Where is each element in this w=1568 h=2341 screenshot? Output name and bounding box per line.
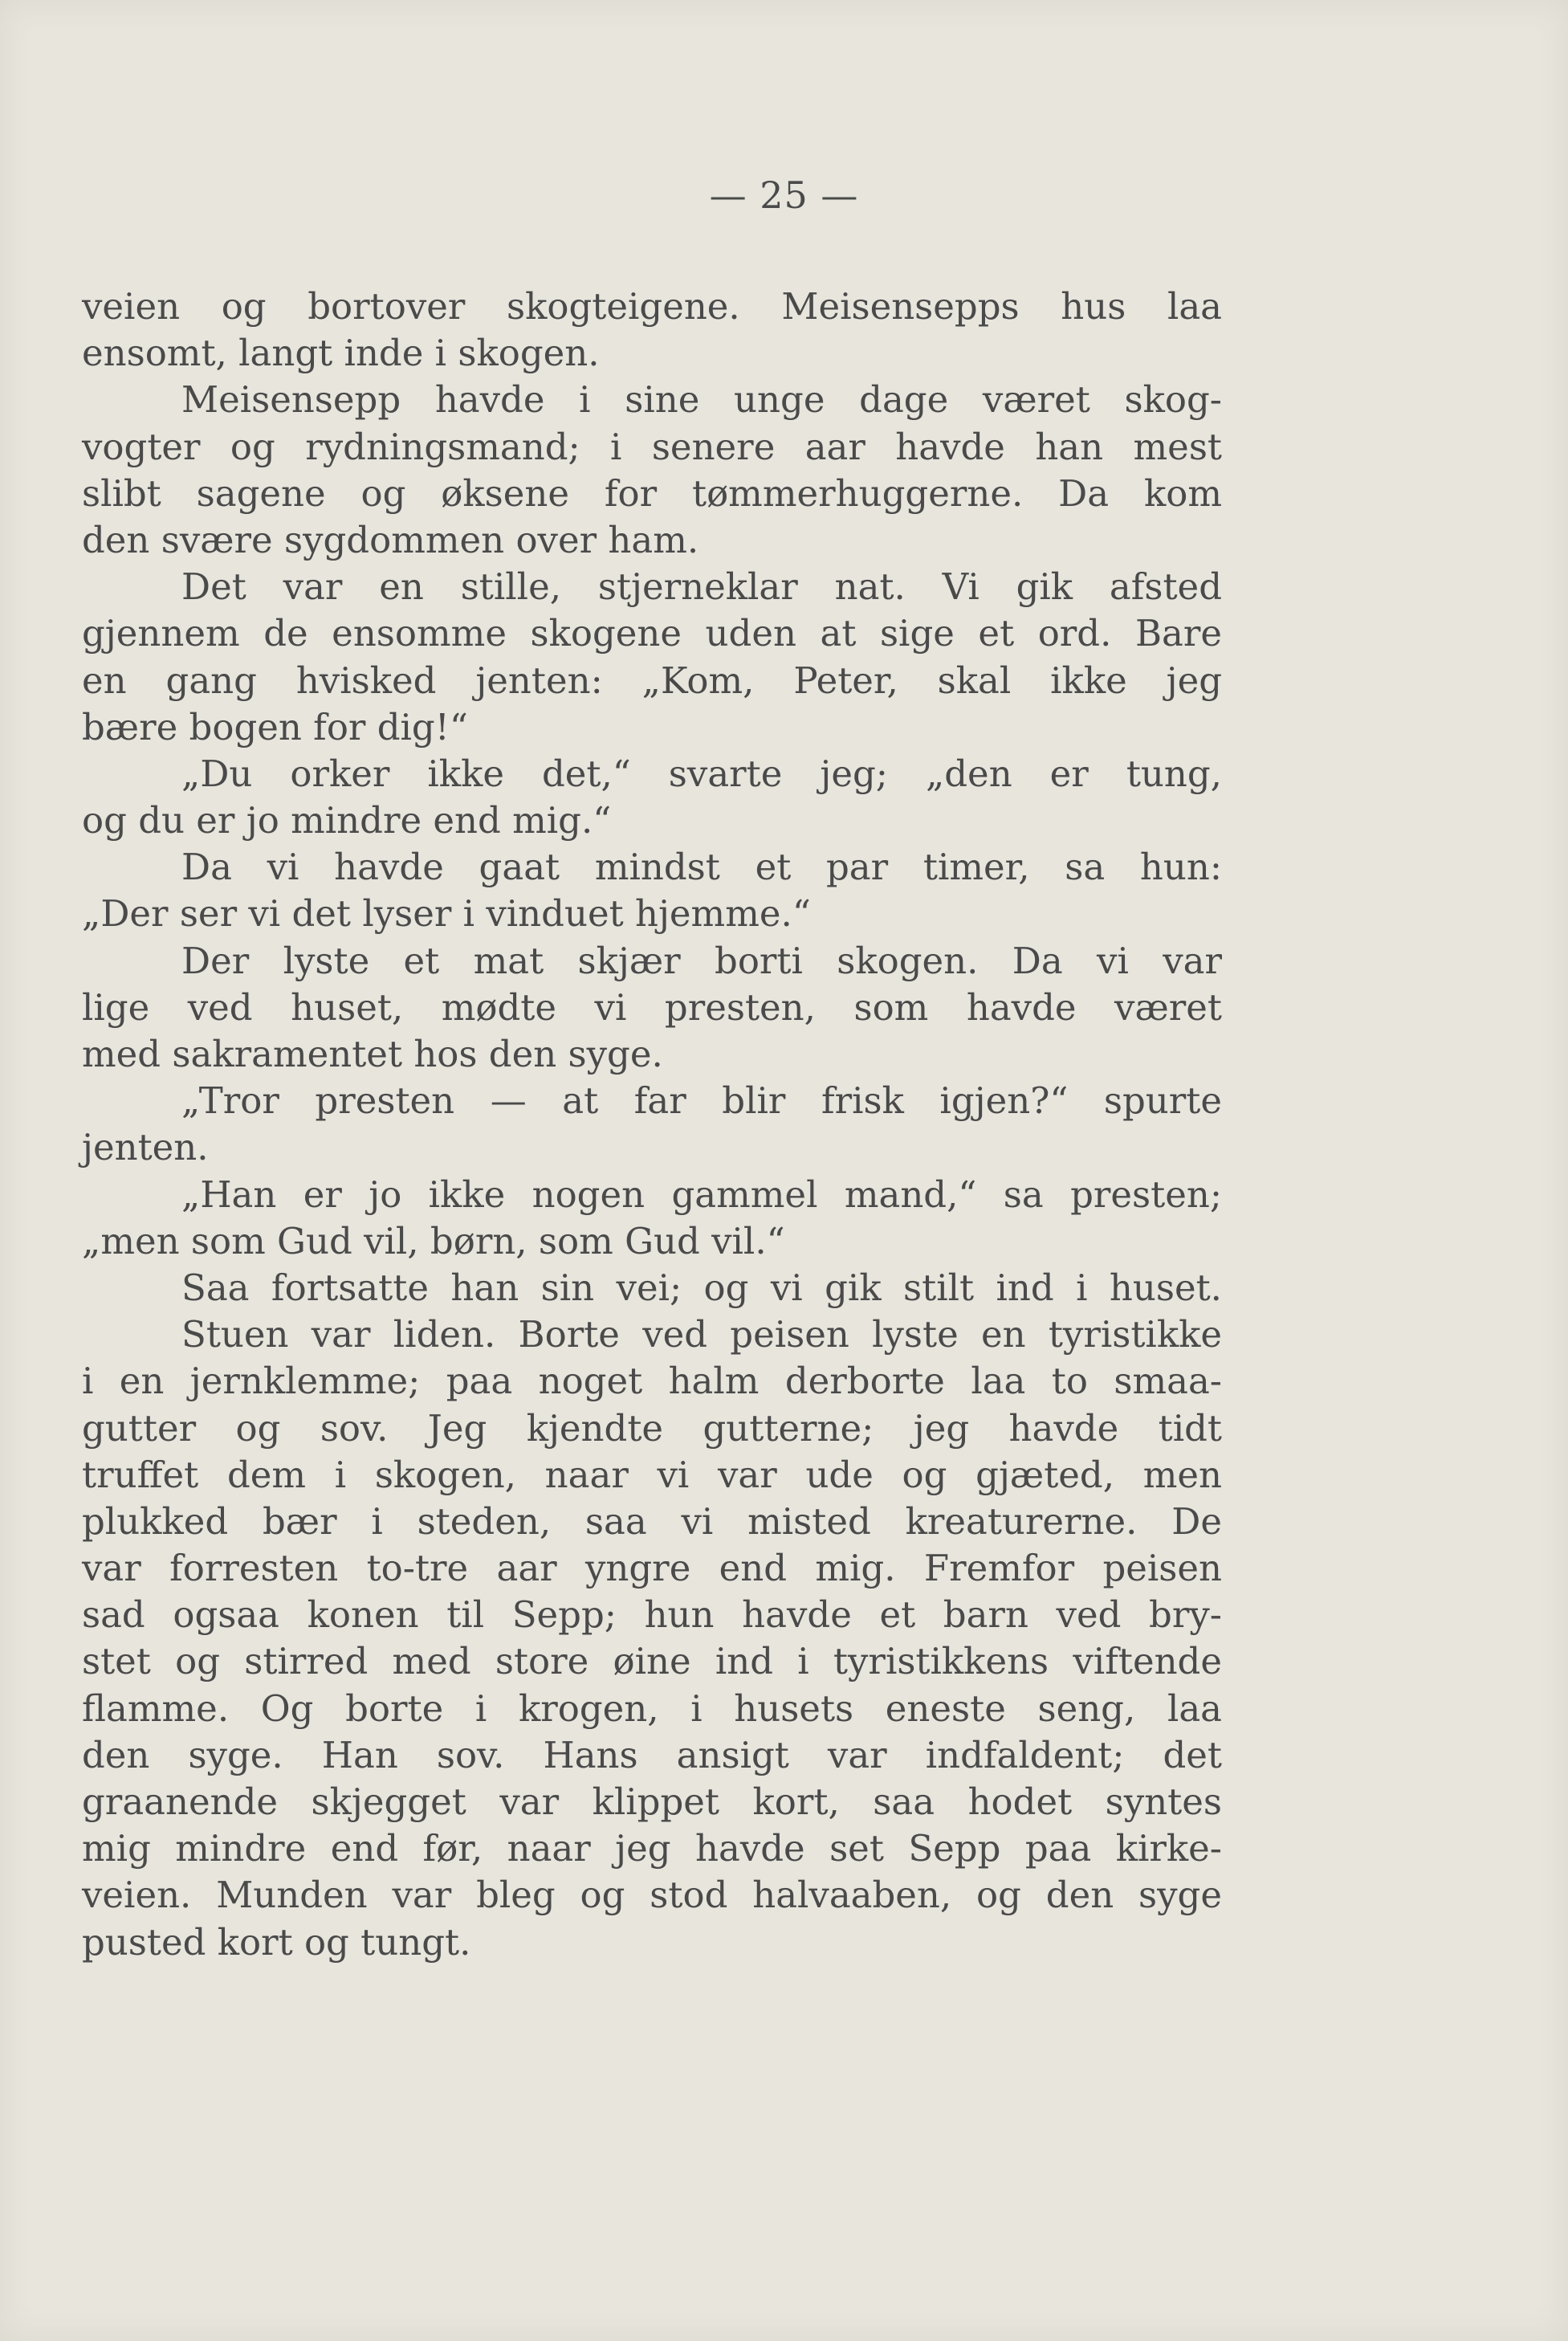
text-line: sad ogsaa konen til Sepp; hun havde et barn ved bry- xyxy=(82,1593,1222,1637)
text-line: Det var en stille, stjerneklar nat. Vi gik afsted xyxy=(181,565,1222,609)
page-number: — 25 — xyxy=(709,173,859,217)
text-line: Stuen var liden. Borte ved peisen lyste en tyristikke xyxy=(181,1313,1222,1356)
text-line: stet og stirred med store øine ind i tyristikkens viftende xyxy=(82,1640,1222,1683)
text-line: flamme. Og borte i krogen, i husets eneste seng, laa xyxy=(82,1686,1222,1730)
text-line: plukked bær i steden, saa vi misted kreaturerne. De xyxy=(82,1499,1222,1543)
text-line: veien. Munden var bleg og stod halvaaben, og den syge xyxy=(82,1874,1222,1917)
text-line: pusted kort og tungt. xyxy=(82,1920,471,1964)
text-line: ensomt, langt inde i skogen. xyxy=(82,332,600,375)
text-line: jenten. xyxy=(82,1126,209,1169)
text-line: „Han er jo ikke nogen gammel mand,“ sa presten; xyxy=(181,1173,1222,1216)
text-line: med sakramentet hos den syge. xyxy=(82,1033,663,1075)
text-line: „Tror presten — at far blir frisk igjen?“ spurte xyxy=(181,1079,1222,1123)
text-line: „Du orker ikke det,“ svarte jeg; „den er tung, xyxy=(181,752,1222,795)
text-line: „Der ser vi det lyser i vinduet hjemme.“ xyxy=(82,892,811,936)
text-line: mig mindre end før, naar jeg havde set Sepp paa kirke- xyxy=(82,1827,1222,1870)
text-line: slibt sagene og øksene for tømmerhuggerne. Da kom xyxy=(82,471,1222,515)
text-line: Da vi havde gaat mindst et par timer, sa hun: xyxy=(181,846,1222,889)
text-line: var forresten to-tre aar yngre end mig. Fremfor peisen xyxy=(82,1547,1222,1590)
text-line: den syge. Han sov. Hans ansigt var indfaldent; det xyxy=(82,1733,1222,1776)
text-line: lige ved huset, mødte vi presten, som havde været xyxy=(82,985,1222,1029)
text-line: „men som Gud vil, børn, som Gud vil.“ xyxy=(82,1219,785,1262)
text-line: Saa fortsatte han sin vei; og vi gik stilt ind i huset. xyxy=(181,1266,1222,1309)
body-text xyxy=(82,283,1222,1966)
text-line: vogter og rydningsmand; i senere aar havde han mest xyxy=(82,425,1222,468)
text-line: truffet dem i skogen, naar vi var ude og gjæted, men xyxy=(82,1453,1222,1496)
text-line: i en jernklemme; paa noget halm derborte laa to smaa- xyxy=(82,1360,1222,1403)
text-line: gjennem de ensomme skogene uden at sige et ord. Bare xyxy=(82,612,1222,655)
text-line: gutter og sov. Jeg kjendte gutterne; jeg havde tidt xyxy=(82,1406,1222,1450)
text-line: en gang hvisked jenten: „Kom, Peter, skal ikke jeg xyxy=(82,659,1222,702)
text-line: den svære sygdommen over ham. xyxy=(82,518,699,561)
text-line: Der lyste et mat skjær borti skogen. Da vi var xyxy=(181,939,1222,982)
text-line: veien og bortover skogteigene. Meisensepps hus laa xyxy=(82,285,1222,328)
text-line: bære bogen for dig!“ xyxy=(82,705,468,748)
text-line: graanende skjegget var klippet kort, saa hodet syntes xyxy=(82,1780,1222,1823)
text-line: Meisensepp havde i sine unge dage været skog- xyxy=(181,378,1222,422)
text-line: og du er jo mindre end mig.“ xyxy=(82,799,612,842)
